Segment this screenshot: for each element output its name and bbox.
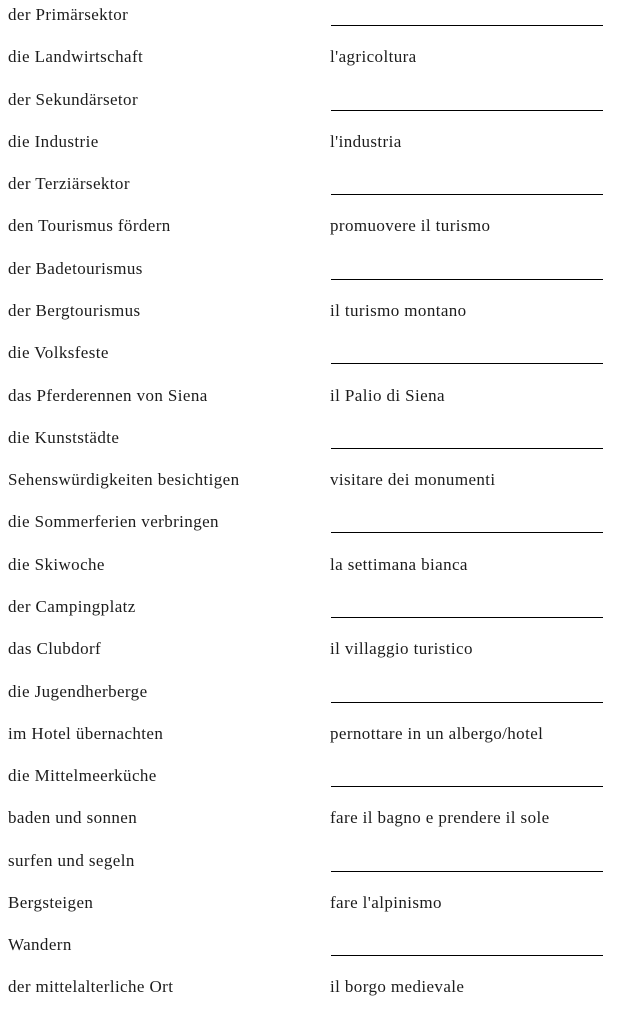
italian-translation: visitare dei monumenti bbox=[330, 470, 496, 490]
italian-translation: fare il bagno e prendere il sole bbox=[330, 808, 550, 828]
german-term: die Industrie bbox=[8, 131, 99, 151]
answer-blank-line bbox=[331, 767, 603, 787]
german-term: der Badetourismus bbox=[8, 258, 143, 278]
vocab-row bbox=[0, 677, 625, 719]
answer-blank-line bbox=[331, 852, 603, 872]
german-term: die Landwirtschaft bbox=[8, 47, 144, 67]
vocab-row bbox=[0, 888, 625, 930]
german-term: die Skiwoche bbox=[8, 554, 105, 574]
italian-translation: la settimana bianca bbox=[330, 554, 468, 574]
answer-blank-line bbox=[331, 598, 603, 618]
vocab-row bbox=[0, 381, 625, 423]
german-term: baden und sonnen bbox=[8, 808, 138, 828]
vocab-row bbox=[0, 338, 625, 380]
german-term: der Sekundärsetor bbox=[8, 89, 139, 109]
italian-translation: fare l'alpinismo bbox=[330, 892, 442, 912]
answer-blank-line bbox=[331, 91, 603, 111]
vocab-row bbox=[0, 846, 625, 888]
german-term: der Primärsektor bbox=[8, 5, 129, 24]
answer-blank-line bbox=[331, 429, 603, 449]
italian-translation: il borgo medievale bbox=[330, 977, 465, 997]
vocab-row bbox=[0, 719, 625, 761]
german-term: der Campingplatz bbox=[8, 596, 136, 616]
german-term: die Volksfeste bbox=[8, 343, 109, 363]
italian-translation: promuovere il turismo bbox=[330, 216, 491, 236]
answer-blank-line bbox=[331, 683, 603, 703]
vocab-row bbox=[0, 42, 625, 84]
vocab-row bbox=[0, 972, 625, 1014]
german-term: die Jugendherberge bbox=[8, 681, 148, 701]
vocab-row bbox=[0, 803, 625, 845]
italian-translation: pernottare in un albergo/hotel bbox=[330, 723, 544, 743]
answer-blank-line bbox=[331, 344, 603, 364]
vocab-row bbox=[0, 296, 625, 338]
italian-translation: il Palio di Siena bbox=[330, 385, 445, 405]
italian-translation: l'agricoltura bbox=[330, 47, 417, 67]
german-term: Wandern bbox=[8, 935, 72, 955]
vocab-row bbox=[0, 85, 625, 127]
german-term: das Pferderennen von Siena bbox=[8, 385, 208, 405]
german-term: der mittelalterliche Ort bbox=[8, 977, 174, 997]
german-term: im Hotel übernachten bbox=[8, 723, 164, 743]
german-term: die Mittelmeerküche bbox=[8, 766, 157, 786]
vocab-row bbox=[0, 592, 625, 634]
german-term: der Terziärsektor bbox=[8, 174, 130, 194]
german-term: den Tourismus fördern bbox=[8, 216, 171, 236]
answer-blank-line bbox=[331, 513, 603, 533]
answer-blank-line bbox=[331, 260, 603, 280]
answer-blank-line bbox=[331, 6, 603, 26]
german-term: die Sommerferien verbringen bbox=[8, 512, 219, 532]
vocab-row bbox=[0, 465, 625, 507]
vocab-row bbox=[0, 423, 625, 465]
german-term: das Clubdorf bbox=[8, 639, 102, 659]
vocab-row bbox=[0, 211, 625, 253]
vocab-row bbox=[0, 930, 625, 972]
answer-blank-line bbox=[331, 175, 603, 195]
vocab-row bbox=[0, 634, 625, 676]
answer-blank-line bbox=[331, 936, 603, 956]
german-term: der Bergtourismus bbox=[8, 300, 141, 320]
german-term: Bergsteigen bbox=[8, 892, 94, 912]
vocab-row bbox=[0, 761, 625, 803]
german-term: surfen und segeln bbox=[8, 850, 135, 870]
vocab-row bbox=[0, 169, 625, 211]
vocab-row bbox=[0, 507, 625, 549]
vocab-row bbox=[0, 127, 625, 169]
italian-translation: il turismo montano bbox=[330, 300, 467, 320]
vocab-row bbox=[0, 0, 625, 42]
german-term: Sehenswürdigkeiten besichtigen bbox=[8, 470, 240, 490]
vocab-row bbox=[0, 254, 625, 296]
vocab-row bbox=[0, 550, 625, 592]
german-term: die Kunststädte bbox=[8, 427, 120, 447]
italian-translation: l'industria bbox=[330, 131, 402, 151]
italian-translation: il villaggio turistico bbox=[330, 639, 473, 659]
